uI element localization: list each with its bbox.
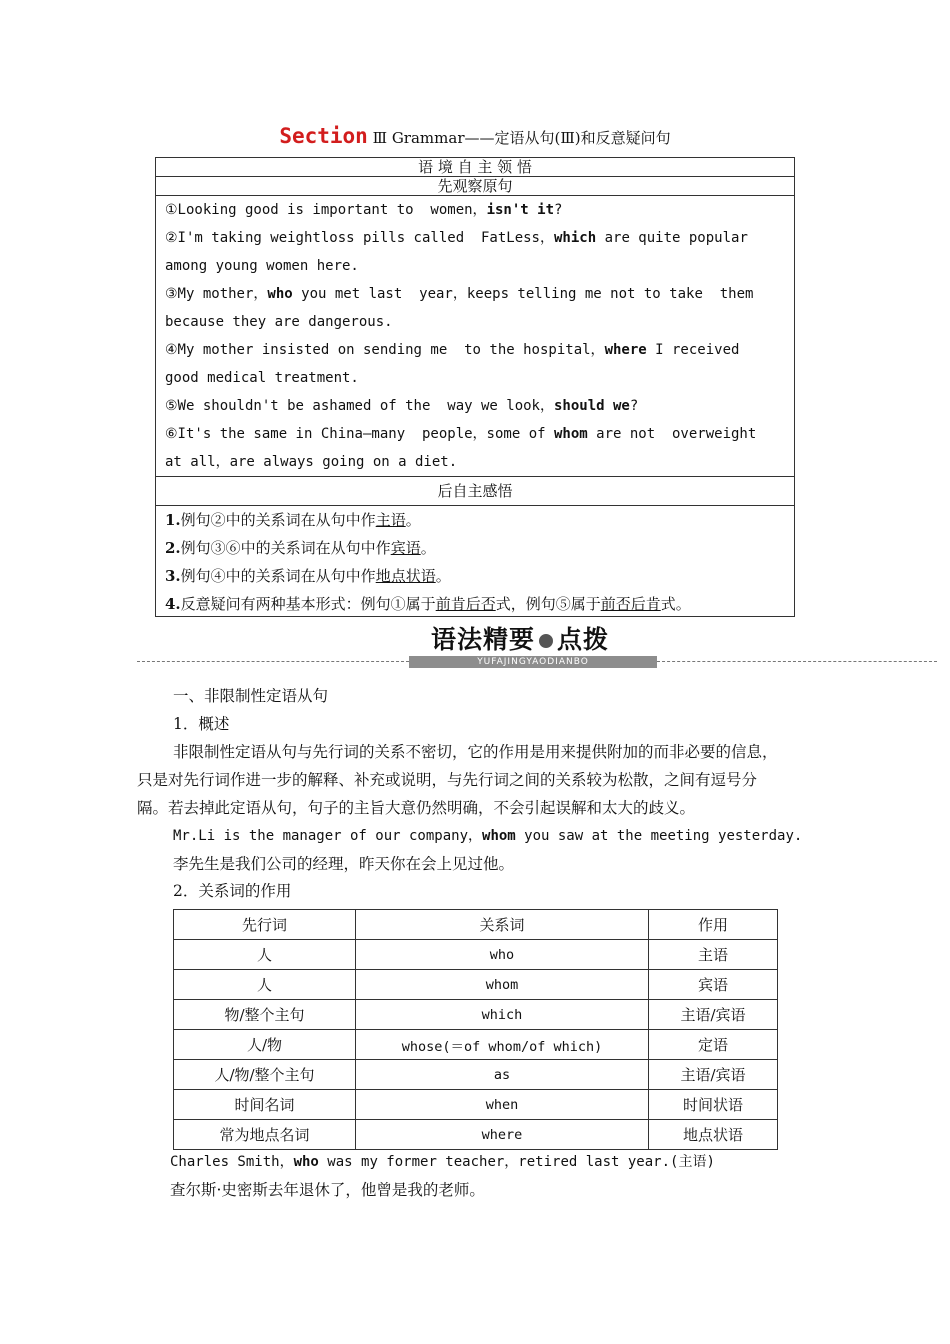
example-1-translation: 李先生是我们公司的经理，昨天你在会上见过他。 xyxy=(173,855,515,873)
column-header-relative: 关系词 xyxy=(356,910,649,940)
section-label: Section xyxy=(279,124,368,148)
observe-header: 先观察原句 xyxy=(156,177,794,196)
table-cell: whose(＝of whom/of which) xyxy=(356,1030,649,1060)
table-row xyxy=(174,1090,778,1120)
subheading-relative-words: 2．关系词的作用 xyxy=(173,882,292,900)
table-cell: 时间名词 xyxy=(174,1090,356,1120)
relative-word-table xyxy=(173,909,778,1150)
arrow-dot-icon xyxy=(539,634,553,648)
example-2: Charles Smith，who was my former teacher，retired last year.(主语) xyxy=(170,1154,715,1170)
sentence-3: ③My mother，who you met last year，keeps telling me not to take them xyxy=(165,286,754,302)
table-cell: 主语/宾语 xyxy=(649,1000,778,1030)
table-row xyxy=(174,1000,778,1030)
example-2-translation: 查尔斯·史密斯去年退休了，他曾是我的老师。 xyxy=(170,1181,485,1199)
sentence-2-cont: among young women here. xyxy=(165,258,359,274)
example-1: Mr.Li is the manager of our company，whom you saw at the meeting yesterday. xyxy=(173,828,803,844)
table-cell: 主语 xyxy=(649,940,778,970)
answer-2: 2.例句③⑥中的关系词在从句中作宾语。 xyxy=(165,539,436,557)
table-cell: 宾语 xyxy=(649,970,778,1000)
paragraph-line-1: 非限制性定语从句与先行词的关系不密切，它的作用是用来提供附加的而非必要的信息， xyxy=(173,743,778,761)
box-header: 语 境 自 主 领 悟 xyxy=(156,158,794,177)
sentence-list xyxy=(156,196,794,476)
banner-pinyin: YUFAJINGYAODIANBO xyxy=(409,656,657,668)
answer-list xyxy=(156,506,794,618)
sentence-2: ②I'm taking weightloss pills called FatLess，which are quite popular xyxy=(165,230,748,246)
table-header-row xyxy=(174,910,778,940)
table-cell: 定语 xyxy=(649,1030,778,1060)
section-title: Ⅲ Grammar——定语从句(Ⅲ)和反意疑问句 xyxy=(367,129,671,147)
answer-4: 4.反意疑问有两种基本形式：例句①属于前肯后否式，例句⑤属于前否后肯式。 xyxy=(165,595,691,613)
subheading-overview: 1．概述 xyxy=(173,715,230,733)
sentence-5: ⑤We shouldn't be ashamed of the way we look，should we? xyxy=(165,398,639,414)
table-cell: which xyxy=(356,1000,649,1030)
banner-title: 语法精要 点拨 xyxy=(431,625,610,654)
column-header-function: 作用 xyxy=(649,910,778,940)
sentence-3-cont: because they are dangerous. xyxy=(165,314,393,330)
sentence-6: ⑥It's the same in China—many people，some of whom are not overweight xyxy=(165,426,757,442)
table-row xyxy=(174,970,778,1000)
table-cell: 物/整个主句 xyxy=(174,1000,356,1030)
section-heading: 一、非限制性定语从句 xyxy=(173,687,329,705)
sentence-4: ④My mother insisted on sending me to the hospital，where I received xyxy=(165,342,740,358)
paragraph-line-3: 隔。若去掉此定语从句，句子的主旨大意仍然明确，不会引起误解和太大的歧义。 xyxy=(137,799,696,817)
table-row xyxy=(174,1060,778,1090)
column-header-antecedent: 先行词 xyxy=(174,910,356,940)
divider-left xyxy=(137,661,409,662)
table-cell: 人/物 xyxy=(174,1030,356,1060)
table-cell: 人 xyxy=(174,940,356,970)
table-cell: 主语/宾语 xyxy=(649,1060,778,1090)
table-cell: when xyxy=(356,1090,649,1120)
sentence-4-cont: good medical treatment. xyxy=(165,370,359,386)
table-cell: 人/物/整个主句 xyxy=(174,1060,356,1090)
table-cell: 常为地点名词 xyxy=(174,1120,356,1150)
table-cell: who xyxy=(356,940,649,970)
table-cell: where xyxy=(356,1120,649,1150)
table-row xyxy=(174,940,778,970)
table-cell: 地点状语 xyxy=(649,1120,778,1150)
divider-right xyxy=(657,661,937,662)
context-box xyxy=(155,157,795,617)
section-banner xyxy=(0,620,950,670)
sentence-1: ①Looking good is important to women，isn't it? xyxy=(165,202,563,218)
sentence-6-cont: at all，are always going on a diet. xyxy=(165,454,458,470)
table-cell: 时间状语 xyxy=(649,1090,778,1120)
reflect-header: 后自主感悟 xyxy=(156,476,794,506)
table-row xyxy=(174,1030,778,1060)
table-cell: as xyxy=(356,1060,649,1090)
table-cell: whom xyxy=(356,970,649,1000)
paragraph-line-2: 只是对先行词作进一步的解释、补充或说明，与先行词之间的关系较为松散，之间有逗号分 xyxy=(137,771,758,789)
answer-3: 3.例句④中的关系词在从句中作地点状语。 xyxy=(165,567,451,585)
answer-1: 1.例句②中的关系词在从句中作主语。 xyxy=(165,511,421,529)
table-row xyxy=(174,1120,778,1150)
table-cell: 人 xyxy=(174,970,356,1000)
page-title xyxy=(0,124,950,148)
